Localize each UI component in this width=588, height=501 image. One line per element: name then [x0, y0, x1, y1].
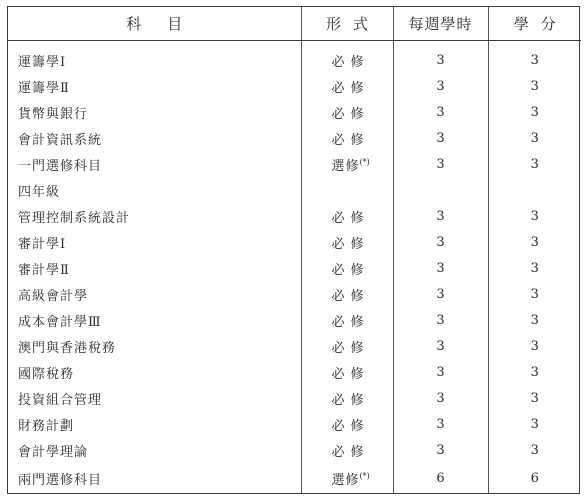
subject-cell: 審計學Ⅰ [18, 236, 67, 252]
form-label: 必修 [331, 444, 370, 460]
table-row [8, 333, 581, 359]
credits-cell: 3 [488, 307, 581, 333]
table-row [8, 411, 581, 437]
subject-cell: 貨幣與銀行 [18, 106, 89, 122]
credits-cell: 3 [488, 41, 581, 74]
header-subject: 科目 [8, 7, 301, 41]
form-label: 必修 [331, 340, 370, 356]
table-body [8, 41, 581, 494]
form-label: 必修 [331, 314, 370, 330]
form-cell [301, 73, 393, 99]
subject-cell: 澳門與香港稅務 [18, 340, 117, 356]
header-form: 形式 [301, 7, 393, 41]
subject-cell: 投資組合管理 [18, 392, 103, 408]
form-cell [301, 203, 393, 229]
table-row [8, 41, 581, 74]
form-label: 必修 [331, 80, 370, 96]
table-row [8, 125, 581, 151]
table-header-row [8, 7, 581, 41]
form-cell [301, 359, 393, 385]
credits-cell: 3 [488, 73, 581, 99]
form-label: 必修 [331, 132, 370, 148]
table-row [8, 177, 581, 203]
subject-cell: 運籌學Ⅱ [18, 80, 70, 96]
hours-cell: 3 [393, 125, 488, 151]
credits-cell [488, 177, 581, 203]
hours-cell: 3 [393, 73, 488, 99]
table-row [8, 229, 581, 255]
credits-cell: 3 [488, 437, 581, 463]
form-label: 必修 [331, 418, 370, 434]
credits-cell: 6 [488, 463, 581, 493]
form-label: 選修 [331, 158, 360, 174]
hours-cell: 3 [393, 437, 488, 463]
credits-cell: 3 [488, 359, 581, 385]
form-label: 必修 [331, 262, 370, 278]
credits-cell: 3 [488, 99, 581, 125]
form-cell [301, 281, 393, 307]
credits-cell: 3 [488, 125, 581, 151]
table-row [8, 151, 581, 177]
credits-cell: 3 [488, 333, 581, 359]
subject-cell: 審計學Ⅱ [18, 262, 70, 278]
form-label: 必修 [331, 106, 370, 122]
table-row [8, 437, 581, 463]
form-cell [301, 151, 393, 177]
hours-cell: 3 [393, 385, 488, 411]
subject-cell: 四年級 [18, 184, 61, 200]
hours-cell [393, 177, 488, 203]
form-cell [301, 125, 393, 151]
table-row [8, 307, 581, 333]
form-label: 必修 [331, 210, 370, 226]
table-row [8, 463, 581, 493]
form-footnote-mark: (*) [359, 157, 370, 167]
form-cell [301, 385, 393, 411]
subject-cell: 國際稅務 [18, 366, 75, 382]
subject-cell: 會計學理論 [18, 444, 89, 460]
hours-cell: 3 [393, 41, 488, 74]
hours-cell: 6 [393, 463, 488, 493]
hours-cell: 3 [393, 99, 488, 125]
form-cell [301, 307, 393, 333]
subject-cell: 兩門選修科目 [18, 472, 103, 488]
form-footnote-mark: (*) [359, 471, 370, 481]
subject-cell: 運籌學Ⅰ [18, 54, 67, 70]
credits-cell: 3 [488, 411, 581, 437]
credits-cell: 3 [488, 281, 581, 307]
form-cell [301, 437, 393, 463]
form-cell [301, 229, 393, 255]
header-hours: 每週學時 [393, 7, 488, 41]
form-cell [301, 255, 393, 281]
credits-cell: 3 [488, 229, 581, 255]
table-row [8, 385, 581, 411]
subject-cell: 一門選修科目 [18, 158, 103, 174]
form-label: 必修 [331, 366, 370, 382]
hours-cell: 3 [393, 411, 488, 437]
form-cell [301, 463, 393, 493]
table-row [8, 99, 581, 125]
subject-cell: 成本會計學Ⅲ [18, 314, 102, 330]
form-cell [301, 41, 393, 74]
table-row [8, 255, 581, 281]
subject-cell: 管理控制系統設計 [18, 210, 131, 226]
credits-cell: 3 [488, 203, 581, 229]
header-credits: 學分 [488, 7, 581, 41]
table-row [8, 281, 581, 307]
table-row [8, 73, 581, 99]
hours-cell: 3 [393, 359, 488, 385]
hours-cell: 3 [393, 333, 488, 359]
form-label: 必修 [331, 392, 370, 408]
table-row [8, 359, 581, 385]
hours-cell: 3 [393, 229, 488, 255]
credits-cell: 3 [488, 255, 581, 281]
subject-cell: 財務計劃 [18, 418, 75, 434]
hours-cell: 3 [393, 307, 488, 333]
form-cell [301, 333, 393, 359]
hours-cell: 3 [393, 203, 488, 229]
credits-cell: 3 [488, 385, 581, 411]
hours-cell: 3 [393, 151, 488, 177]
table-row [8, 203, 581, 229]
form-label: 必修 [331, 288, 370, 304]
form-label: 選修 [331, 472, 360, 488]
form-cell [301, 411, 393, 437]
subject-cell: 高級會計學 [18, 288, 89, 304]
hours-cell: 3 [393, 255, 488, 281]
form-cell [301, 99, 393, 125]
hours-cell: 3 [393, 281, 488, 307]
credits-cell: 3 [488, 151, 581, 177]
form-cell [301, 177, 393, 203]
subject-cell: 會計資訊系統 [18, 132, 103, 148]
course-table [8, 7, 581, 493]
form-label: 必修 [331, 54, 370, 70]
course-table-frame [7, 6, 580, 494]
form-label: 必修 [331, 236, 370, 252]
